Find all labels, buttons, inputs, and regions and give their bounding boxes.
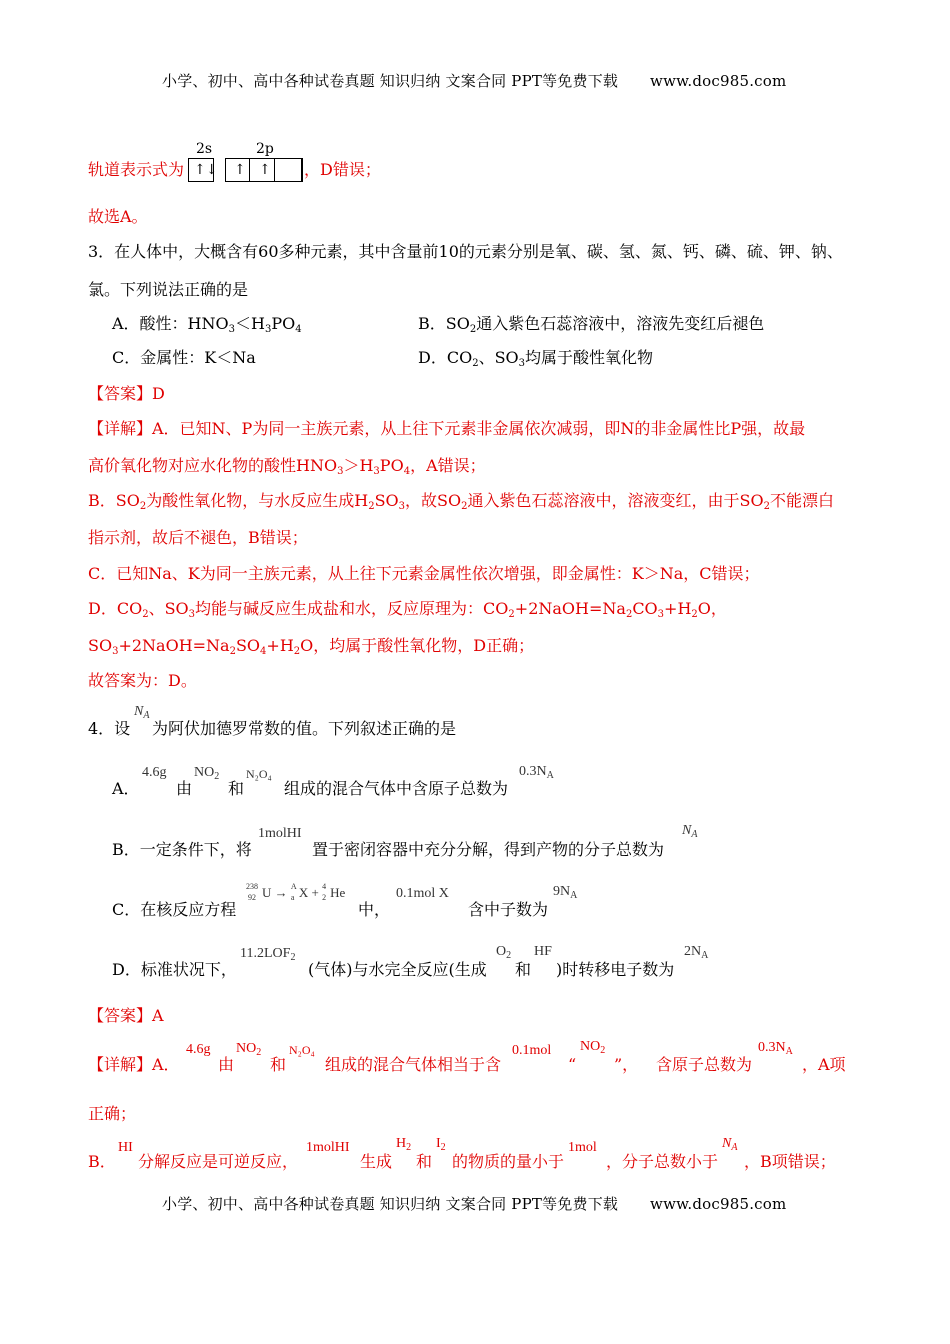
q4-a-mass: 4.6g [142,765,167,780]
q4-answer: 【答案】A [88,1006,164,1025]
q4-exp-b-text-1: 分解反应是可逆反应， [138,1152,299,1171]
q3-explanation-4: 指示剂，故后不褪色，B错误； [88,528,308,547]
header-text: 小学、初中、高中各种试卷真题 知识归纳 文案合同 PPT等免费下载 [162,72,619,90]
q4-a-text: 组成的混合气体中含原子总数为 [284,779,509,798]
q4-exp-b-he: 和 [416,1152,433,1171]
q4-d-volume: $11.2LOF_2$ [240,946,296,963]
q3-answer: 【答案】D [88,384,165,403]
footer-text: 小学、初中、高中各种试卷真题 知识归纳 文案合同 PPT等免费下载 [162,1195,619,1213]
page-footer [162,1193,786,1214]
q4-exp-b-text-3: 的物质的量小于 [452,1152,565,1171]
q4-option-b-label: B．一定条件下，将 [112,840,252,859]
q3-explanation-7: $SO_3+2NaOH=Na_2SO_4+H_2O$，均属于酸性氧化物，D正确； [88,636,535,657]
q4-exp-b-hi: HI [118,1140,133,1155]
q3-stem-1: 3．在人体中，大概含有60多种元素，其中含量前10的元素分别是氧、碳、氢、氮、钙、磷、硫、钾、钠、 [88,242,843,261]
q4-option-c-label: C．在核反应方程 [112,900,237,919]
q3-option-b: B．$SO_2$通入紫色石蕊溶液中，溶液先变红后褪色 [418,314,765,335]
q3-option-d: D．$CO_2$、$SO_3$均属于酸性氧化物 [418,348,654,369]
q4-c-value: $9N_A$ [553,884,578,901]
q4-a-he: 和 [228,779,245,798]
q4-b-value: $N_A$ [682,823,698,840]
q4-exp-a-n2o4: N₂O₄ [289,1043,315,1057]
q4-exp-a-end: ，A项 [802,1055,846,1074]
q4-exp-a-line-2: 正确； [88,1104,137,1123]
q3-option-c: C．金属性：K＜Na [112,348,256,367]
q4-c-mid: 中， [358,900,391,919]
q4-d-text-1: (气体)与水完全反应(生成 [308,960,487,979]
q4-exp-a-label: 【详解】A． [88,1055,180,1074]
q3-explanation-5: C．已知Na、K为同一主族元素，从上往下元素金属性依次增强，即金属性：K＞Na，C错误； [88,564,760,583]
q4-exp-a-quote-close: ”， [614,1055,639,1074]
q3-explanation-8: 故答案为：D。 [88,671,197,690]
q4-d-value: $2N_A$ [684,944,709,961]
q4-exp-b-hi-2: 1molHI [306,1140,350,1155]
q4-exp-a-he: 和 [270,1055,287,1074]
q2-conclusion: 故选A。 [88,207,148,226]
q3-explanation-1: 【详解】A．已知N、P为同一主族元素，从上往下元素非金属依次减弱，即N的非金属性比P强，故最 [88,419,806,438]
q4-exp-b-mol: 1mol [568,1140,597,1155]
orbital-2s-box [188,158,218,182]
q4-b-hi: 1molHI [258,826,302,841]
orbital-2p-box [225,158,303,182]
q3-option-a: A．酸性：$HNO_3<H_3PO_4$ [112,314,302,335]
q4-d-he: 和 [515,960,532,979]
orbital-prefix: 轨道表示式为 [88,160,185,179]
q4-a-n2o4: N₂O₄ [246,767,272,781]
q4-d-text-2: )时转移电子数为 [556,960,675,979]
q4-exp-a-no2: $NO_2$ [236,1041,262,1058]
orbital-label-2s: 2s [196,141,213,157]
q4-c-equation: 238 92 U → A a X + 4 2 He [246,882,346,902]
q4-exp-b-text-2: 生成 [360,1152,393,1171]
q4-exp-b-end: ，B项错误； [744,1152,836,1171]
q4-a-value: $0.3N_A$ [519,764,554,781]
q4-exp-a-text-2: 含原子总数为 [656,1055,753,1074]
q4-c-text: 含中子数为 [468,900,549,919]
q4-exp-b-value: $N_A$ [722,1136,738,1153]
q4-c-mol: 0.1mol X [396,886,449,901]
q4-na-symbol: $N_A$ [134,704,150,721]
q4-exp-b-h2: $H_2$ [396,1136,412,1153]
q4-exp-a-quote-open: “ [568,1055,577,1074]
q4-stem-prefix: 4．设 [88,719,131,738]
q4-a-no2: $NO_2$ [194,765,220,782]
orbital-2p-arrow-2: ↑ [259,162,271,178]
q3-stem-2: 氯。下列说法正确的是 [88,280,249,299]
q4-a-you: 由 [176,779,193,798]
orbital-label-2p: 2p [256,141,274,157]
q3-explanation-2: 高价氧化物对应水化物的酸性$HNO_3>H_3PO_4$，A错误； [88,456,486,477]
q4-exp-a-text: 组成的混合气体相当于含 [325,1055,502,1074]
q4-exp-b-text-4: ，分子总数小于 [606,1152,719,1171]
q4-exp-b-label: B． [88,1152,116,1171]
q3-explanation-3: B．$SO_2$为酸性氧化物，与水反应生成$H_2SO_3$，故$SO_2$通入紫色石蕊溶液中，溶液变红，由于$SO_2$不能漂白 [88,491,834,512]
q4-exp-a-mol: 0.1mol [512,1043,552,1058]
header-url: www.doc985.com [650,72,787,90]
q4-exp-a-mass: 4.6g [186,1042,211,1057]
q4-b-text: 置于密闭容器中充分分解，得到产物的分子总数为 [312,840,665,859]
orbital-2p-arrow-1: ↑ [234,162,246,178]
q4-d-o2: $O_2$ [496,944,512,961]
page-header [162,70,786,91]
q3-explanation-6: D．$CO_2$、$SO_3$均能与碱反应生成盐和水，反应原理为：$CO_2+2NaOH=Na_2CO_3+H_2O$， [88,599,727,620]
q4-d-hf: HF [534,944,552,959]
q4-stem-text: 为阿伏加德罗常数的值。下列叙述正确的是 [152,719,457,738]
q4-exp-b-i2: $I_2$ [436,1136,446,1153]
orbital-suffix: ，D错误； [304,160,381,179]
footer-url: www.doc985.com [650,1195,787,1213]
q4-exp-a-value: $0.3N_A$ [758,1040,793,1057]
q4-exp-a-you: 由 [218,1055,235,1074]
q4-option-d-label: D．标准状况下， [112,960,237,979]
orbital-2s-arrows: ↑↓ [194,162,218,178]
q4-exp-a-no2-quoted: $NO_2$ [580,1039,606,1056]
q4-option-a-label: A． [112,779,140,798]
